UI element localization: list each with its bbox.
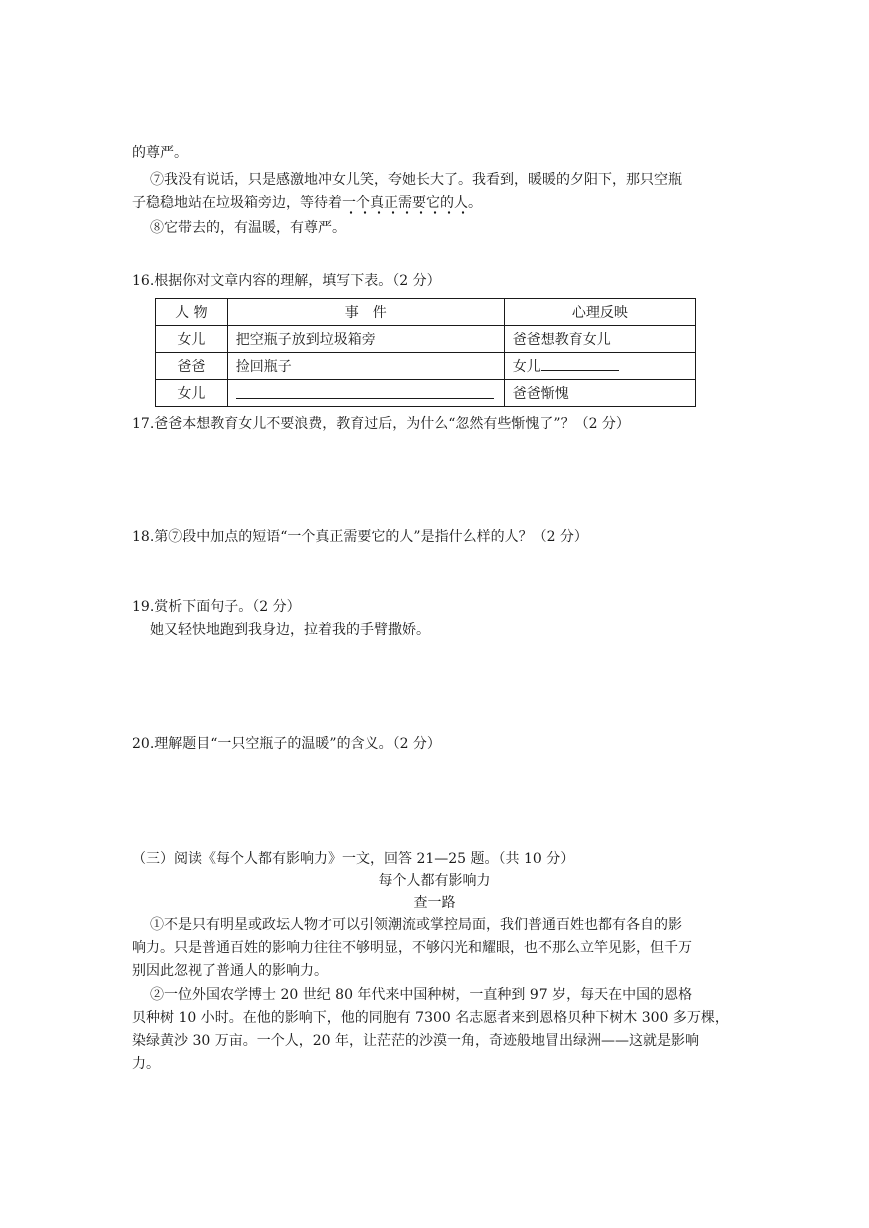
paragraph-7-line-2	[132, 193, 482, 213]
paragraph-1-line-1: ①不是只有明星或政坛人物才可以引领潮流或掌控局面，我们普通百姓也都有各自的影	[150, 917, 682, 933]
table-row	[156, 326, 696, 353]
cell-reaction: 爸爸想教育女儿	[504, 326, 695, 353]
table-row	[156, 380, 696, 407]
article-author: 查一路	[413, 895, 456, 911]
section-3-intro: （三）阅读《每个人都有影响力》一文，回答 21—25 题。（共 10 分）	[132, 851, 575, 867]
header-person: 人 物	[156, 299, 228, 326]
cell-person: 女儿	[156, 326, 228, 353]
answer-blank[interactable]	[236, 384, 494, 399]
paragraph-1-line-3: 别因此忽视了普通人的影响力。	[132, 963, 328, 979]
cell-person: 女儿	[156, 380, 228, 407]
header-reaction: 心理反映	[504, 299, 695, 326]
question-19: 19.赏析下面句子。（2 分）	[132, 599, 301, 615]
cell-event: 把空瓶子放到垃圾箱旁	[227, 326, 504, 353]
paragraph-1-line-2: 响力。只是普通百姓的影响力往往不够明显，不够闪光和耀眼，也不那么立竿见影，但千万	[132, 940, 692, 956]
table-row	[156, 353, 696, 380]
passage-line: 的尊严。	[132, 145, 188, 161]
question-16: 16.根据你对文章内容的理解，填写下表。（2 分）	[132, 273, 441, 289]
paragraph-2-line-4: 力。	[132, 1056, 160, 1072]
question-18: 18.第⑦段中加点的短语“一个真正需要它的人”是指什么样的人？（2 分）	[132, 529, 588, 545]
cell-person: 爸爸	[156, 353, 228, 380]
article-title: 每个人都有影响力	[378, 873, 491, 889]
header-event: 事 件	[227, 299, 504, 326]
p7-text-before: 子稳稳地站在垃圾箱旁边，等待着	[132, 195, 342, 211]
dotted-phrase: 一个真正需要它的人	[342, 195, 468, 211]
paragraph-2-line-2: 贝种树 10 小时。在他的影响下，他的同胞有 7300 名志愿者来到恩格贝种下树木 300 多万棵，	[132, 1010, 729, 1026]
paragraph-2-line-1: ②一位外国农学博士 20 世纪 80 年代来中国种树，一直种到 97 岁，每天在中国的恩格	[150, 987, 693, 1003]
cell-event	[227, 380, 504, 407]
cell-event: 捡回瓶子	[227, 353, 504, 380]
paragraph-8: ⑧它带去的，有温暖，有尊严。	[150, 220, 346, 236]
question-20: 20.理解题目“一只空瓶子的温暖”的含义。（2 分）	[132, 736, 441, 752]
cell-reaction-label: 女儿	[512, 359, 541, 375]
cell-reaction	[504, 353, 695, 380]
paragraph-2-line-3: 染绿黄沙 30 万亩。一个人，20 年，让茫茫的沙漠一角，奇迹般地冒出绿洲——这就是影响	[132, 1033, 699, 1049]
table-header-row	[156, 299, 696, 326]
question-19-sentence: 她又轻快地跑到我身边，拉着我的手臂撒娇。	[150, 622, 430, 638]
question-17: 17.爸爸本想教育女儿不要浪费，教育过后，为什么“忽然有些惭愧了”？（2 分）	[132, 416, 630, 432]
answer-blank[interactable]	[541, 356, 619, 371]
p7-text-after: 。	[468, 195, 482, 211]
paragraph-7-line-1: ⑦我没有说话，只是感激地冲女儿笑，夸她长大了。我看到，暖暖的夕阳下，那只空瓶	[150, 172, 682, 188]
q16-table	[155, 298, 696, 407]
cell-reaction: 爸爸惭愧	[504, 380, 695, 407]
